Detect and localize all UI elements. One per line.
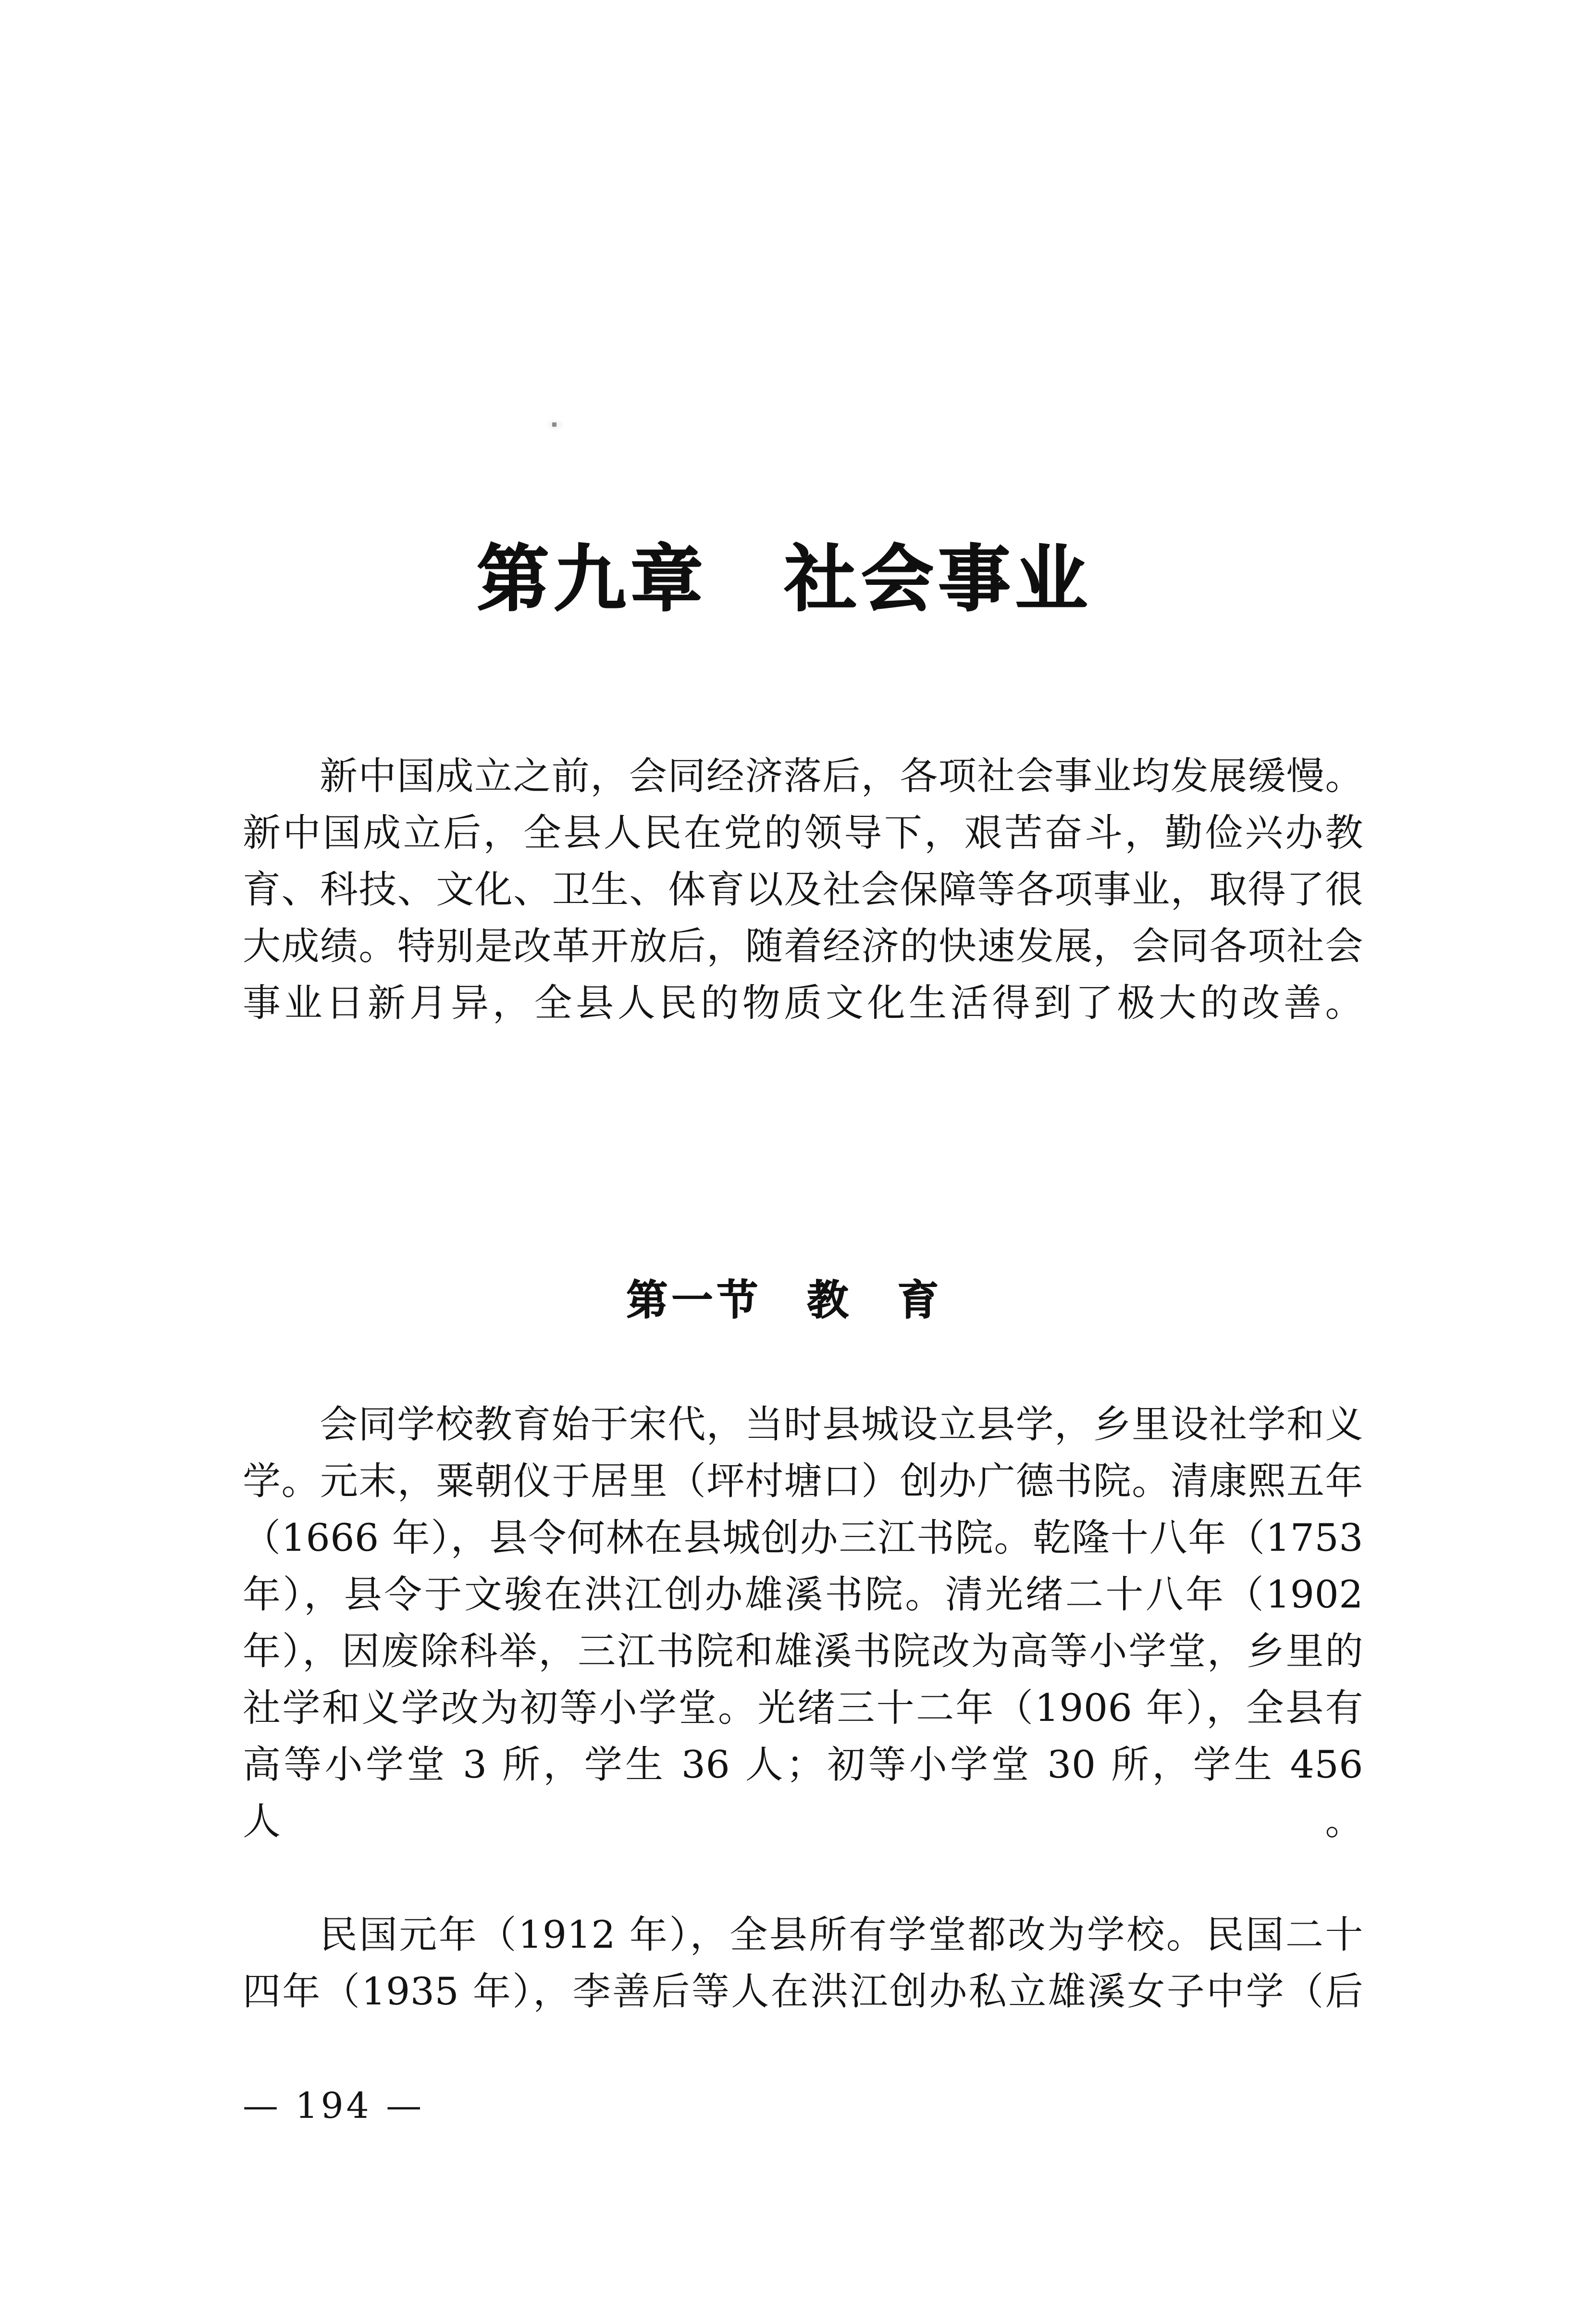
chapter-intro-block [243,748,1363,1088]
paragraph: 民国元年（1912 年），全县所有学堂都改为学校。民国二十四年（1935 年），李善后等人在洪江创办私立雄溪女子中学（后 [243,1913,1363,2014]
page-number: — 194 — [243,2085,425,2126]
scan-artifact-speck [552,422,556,427]
section-heading: 第一节 教 育 [626,1276,943,1324]
section-body-block [243,1396,1363,2077]
chapter-title: 第九章 社会事业 [477,538,1092,621]
paragraph: 会同学校教育始于宋代，当时县城设立县学，乡里设社学和义学。元末，粟朝仪于居里（坪村塘口）创办广德书院。清康熙五年（1666 年），县令何林在县城创办三江书院。乾隆十八年（1753 年），县令于文骏在洪江创办雄溪书院。清光绪二十八年（1902 年），因废除科举，三江书院和雄溪书院改为高等小学堂，乡里的社学和义学改为初等小学堂。光绪三十二年（1906 年），全县有高等小学堂 3 所，学生 36 人；初等小学堂 30 所，学生 456 人。 [243,1402,1363,1843]
paragraph: 新中国成立之前，会同经济落后，各项社会事业均发展缓慢。新中国成立后，全县人民在党的领导下，艰苦奋斗，勤俭兴办教育、科技、文化、卫生、体育以及社会保障等各项事业，取得了很大成绩。特别是改革开放后，随着经济的快速发展，会同各项社会事业日新月异，全县人民的物质文化生活得到了极大的改善。 [243,754,1363,1025]
